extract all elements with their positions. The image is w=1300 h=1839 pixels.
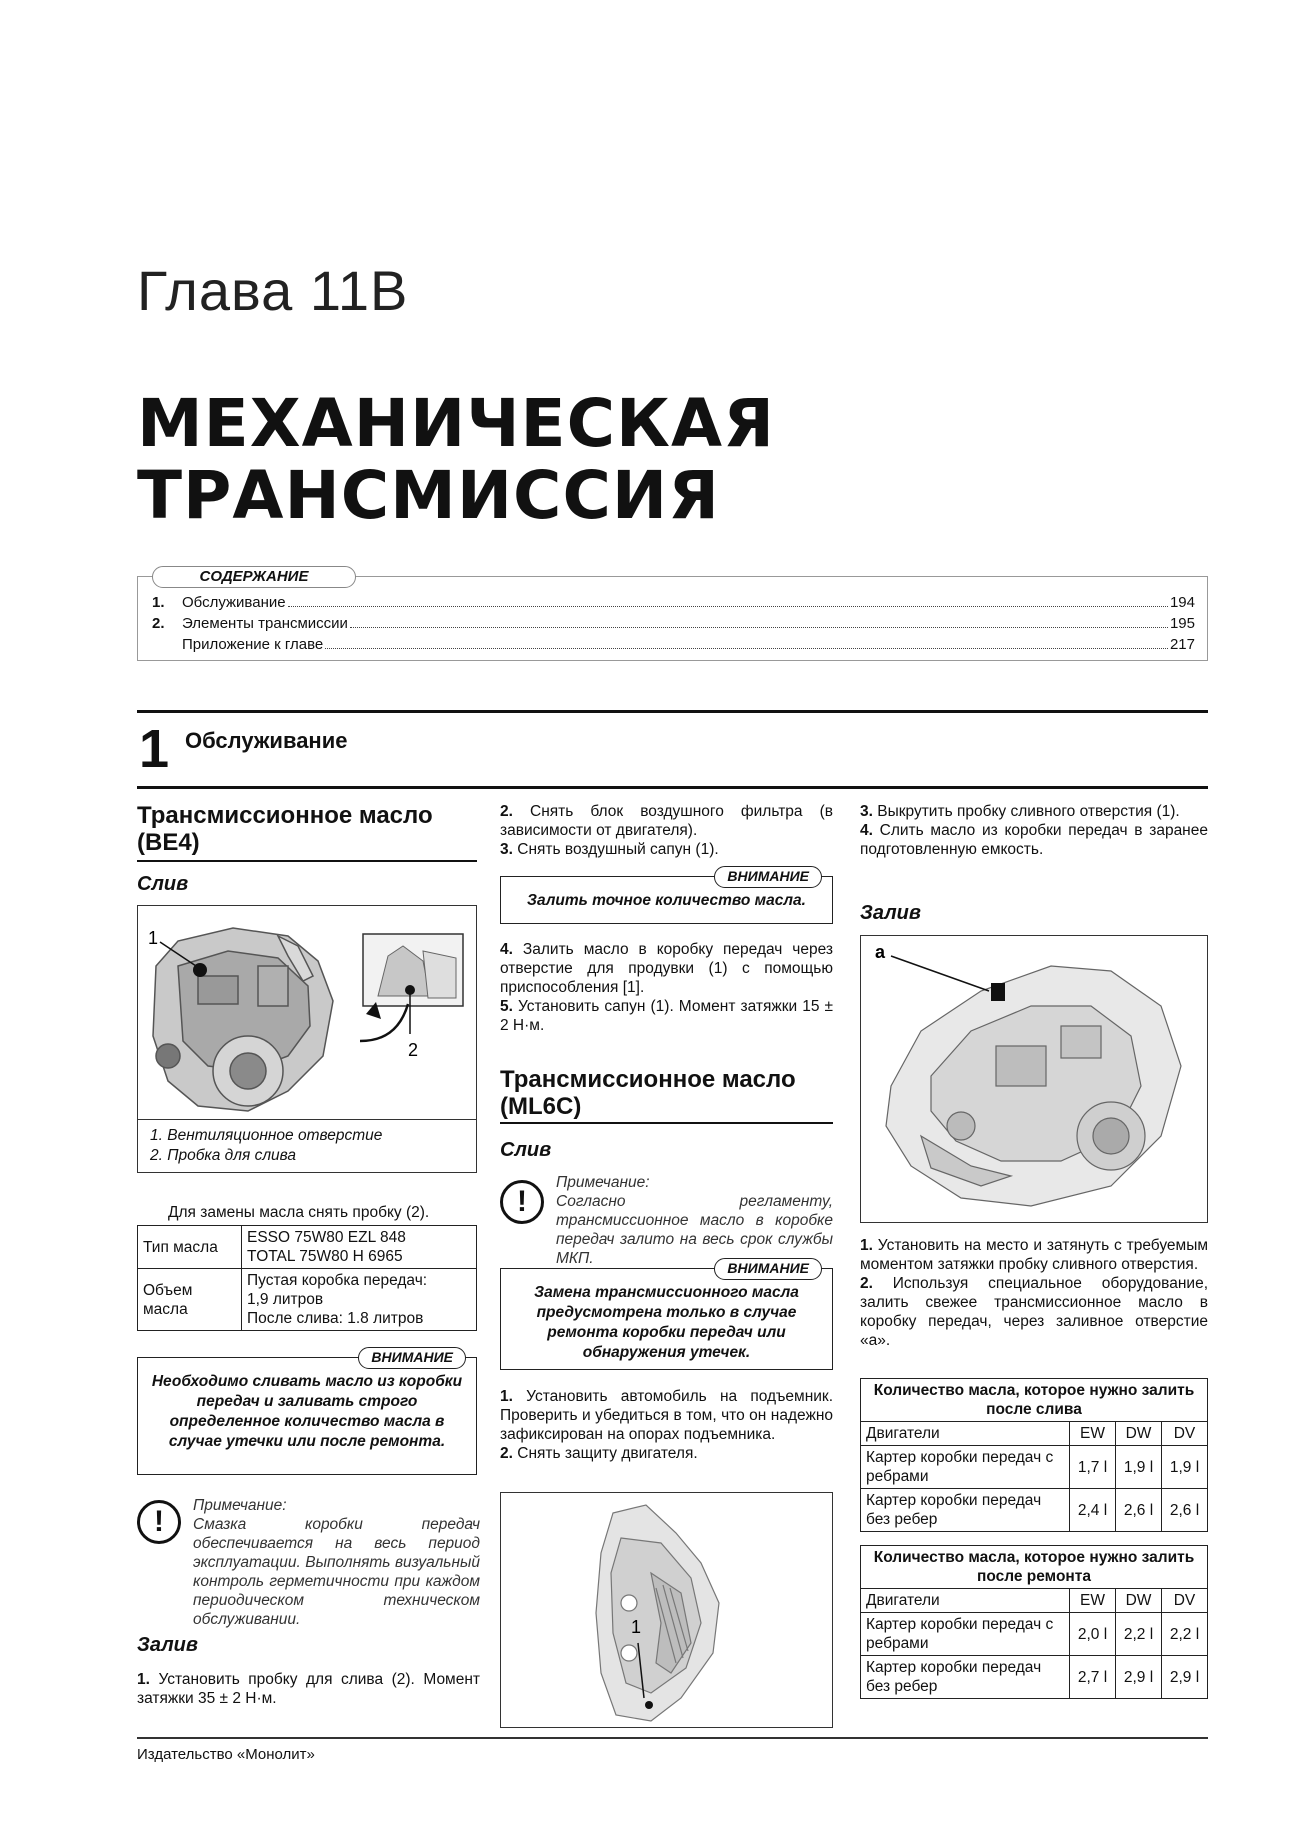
- heading-rule: [500, 1122, 833, 1124]
- oil-quantity-table-after-drain: [860, 1378, 1208, 1532]
- heading-line: (BE4): [137, 829, 200, 856]
- section-rule-top: [137, 710, 1208, 713]
- column-header: Двигатели: [861, 1589, 1070, 1613]
- oil-quantity-table-after-repair: [860, 1545, 1208, 1699]
- page-title: [137, 385, 775, 534]
- gearbox-illustration: [138, 906, 477, 1116]
- note-text: Согласно регламенту, трансмиссионное масло в коробке передач залито на весь срок службы МКП.: [556, 1193, 833, 1267]
- cell-line: 1,9 литров: [247, 1291, 324, 1308]
- column-header: DW: [1116, 1589, 1162, 1613]
- table-cell: 1,9 l: [1116, 1446, 1162, 1489]
- column-header: DW: [1116, 1422, 1162, 1446]
- step-text: Залить масло в коробку передач через отверстие для продувки (1) с помощью приспособления [1].: [500, 941, 833, 996]
- attention-box: [137, 1349, 477, 1475]
- step-text: Установить пробку для слива (2). Момент затяжки 35 ± 2 Н·м.: [137, 1671, 480, 1707]
- table-row: [861, 1489, 1208, 1532]
- table-cell: 2,2 l: [1116, 1613, 1162, 1656]
- toc-item-page: 217: [1169, 636, 1195, 653]
- step-text: Снять воздушный сапун (1).: [517, 841, 719, 858]
- step-number: 2.: [500, 803, 513, 820]
- table-cell: Картер коробки передач с ребрами: [861, 1613, 1070, 1656]
- table-row: [861, 1446, 1208, 1489]
- caption-line: 1. Вентиляционное отверстие: [150, 1127, 383, 1144]
- step-text: Установить на место и затянуть с требуемым моментом затяжки пробку сливного отверстия.: [860, 1237, 1208, 1273]
- table-cell: 2,9 l: [1116, 1656, 1162, 1699]
- step-number: 4.: [500, 941, 513, 958]
- table-cell: 2,2 l: [1162, 1613, 1208, 1656]
- table-cell: 2,6 l: [1162, 1489, 1208, 1532]
- col1-drain-heading: Слив: [137, 873, 189, 895]
- paragraph: [137, 1670, 480, 1708]
- cell-line: TOTAL 75W80 H 6965: [247, 1248, 403, 1265]
- step-text: Слить масло из коробки передач в заранее подготовленную емкость.: [860, 822, 1208, 858]
- attention-label: ВНИМАНИЕ: [358, 1347, 466, 1369]
- caption-line: 2. Пробка для слива: [150, 1147, 297, 1164]
- toc-item[interactable]: [152, 634, 1195, 655]
- col2-drain-heading: Слив: [500, 1139, 552, 1161]
- drain-plug-marker: [645, 1701, 653, 1709]
- toc-item-label: Обслуживание: [182, 594, 286, 611]
- step-number: 2.: [860, 1275, 873, 1292]
- table-title: Количество масла, которое нужно залить после ремонта: [861, 1546, 1208, 1589]
- table-cell: 1,9 l: [1162, 1446, 1208, 1489]
- section-title: Обслуживание: [185, 728, 348, 753]
- cell-line: Пустая коробка передач:: [247, 1272, 428, 1289]
- toc-item-label: Элементы трансмиссии: [182, 615, 348, 632]
- note-label: Примечание:: [556, 1174, 650, 1191]
- col1-heading: [137, 802, 477, 856]
- table-header-row: [861, 1589, 1208, 1613]
- table-title: Количество масла, которое нужно залить после слива: [861, 1379, 1208, 1422]
- toc-leader: [288, 592, 1168, 607]
- attention-text: Залить точное количество масла.: [527, 892, 806, 909]
- col2-heading: [500, 1066, 833, 1120]
- note-block: [556, 1173, 833, 1268]
- attention-label: ВНИМАНИЕ: [714, 866, 822, 888]
- fill-plug-marker: [991, 983, 1005, 1001]
- title-line: ТРАНСМИССИЯ: [137, 457, 720, 534]
- toc-item-page: 194: [1169, 594, 1195, 611]
- table-row: [861, 1656, 1208, 1699]
- heading-rule: [137, 860, 477, 862]
- table-cell: [242, 1226, 477, 1269]
- table-cell: 2,0 l: [1070, 1613, 1116, 1656]
- toc-item-number: 1.: [152, 594, 165, 611]
- gearbox-illustration: [501, 1493, 833, 1728]
- table-cell: [242, 1269, 477, 1331]
- column-header: EW: [1070, 1589, 1116, 1613]
- table-cell: 2,9 l: [1162, 1656, 1208, 1699]
- replace-text: Для замены масла снять пробку (2).: [168, 1204, 430, 1221]
- figure-gearbox-ml6c: [500, 1492, 833, 1728]
- attention-box: [500, 868, 833, 924]
- step-number: 1.: [500, 1388, 513, 1405]
- paragraph: [500, 940, 833, 1035]
- table-row: [861, 1546, 1208, 1589]
- section-rule-bottom: [137, 786, 1208, 789]
- toc-item-number: 2.: [152, 615, 165, 632]
- table-cell: Тип масла: [138, 1226, 242, 1269]
- table-header-row: [861, 1422, 1208, 1446]
- callout-a: а: [875, 942, 886, 962]
- toc-item-label: Приложение к главе: [182, 636, 324, 653]
- table-cell: 2,4 l: [1070, 1489, 1116, 1532]
- column-header: DV: [1162, 1589, 1208, 1613]
- drain-plug-marker: [405, 985, 415, 995]
- callout-1: 1: [631, 1617, 642, 1637]
- table-cell: Объем масла: [138, 1269, 242, 1331]
- table-row: [138, 1269, 477, 1331]
- figure-caption: [138, 1119, 476, 1172]
- table-of-contents: [137, 568, 1208, 661]
- paragraph: [860, 802, 1208, 859]
- section-number: 1: [139, 719, 170, 779]
- col1-fill-heading: Залив: [137, 1634, 198, 1656]
- col3-fill-heading: Залив: [860, 902, 921, 924]
- oil-spec-table: [137, 1225, 477, 1331]
- callout-1: 1: [148, 928, 159, 948]
- exclamation-icon: !: [137, 1500, 181, 1544]
- callout-2: 2: [408, 1040, 419, 1060]
- step-number: 3.: [860, 803, 873, 820]
- table-cell: Картер коробки передач без ребер: [861, 1489, 1070, 1532]
- cell-line: ESSO 75W80 EZL 848: [247, 1229, 406, 1246]
- table-row: [138, 1226, 477, 1269]
- toc-heading: СОДЕРЖАНИЕ: [152, 566, 356, 588]
- step-number: 4.: [860, 822, 873, 839]
- attention-text: Необходимо сливать масло из коробки передач и заливать строго определенное количество масла в случае утечки или после ремонта.: [151, 1373, 463, 1450]
- column-header: DV: [1162, 1422, 1208, 1446]
- toc-leader: [350, 613, 1168, 628]
- note-text: Смазка коробки передач обеспечивается на весь период эксплуатации. Выполнять визуальный контроль герметичности при каждом периодическом техническом обслуживании.: [193, 1516, 480, 1628]
- gearbox-illustration: [861, 936, 1208, 1223]
- step-text: Установить сапун (1). Момент затяжки 15 ± 2 Н·м.: [500, 998, 833, 1034]
- exclamation-icon: !: [500, 1180, 544, 1224]
- attention-text: Замена трансмиссионного масла предусмотрена только в случае ремонта коробки передач или обнаружения утечек.: [534, 1284, 799, 1361]
- attention-box: [500, 1260, 833, 1370]
- note-block: [193, 1496, 480, 1629]
- step-number: 5.: [500, 998, 513, 1015]
- paragraph: [500, 1387, 833, 1463]
- heading-line: Трансмиссионное масло: [500, 1066, 796, 1093]
- toc-item[interactable]: [152, 592, 1195, 613]
- cell-line: После слива: 1.8 литров: [247, 1310, 424, 1327]
- toc-item[interactable]: [152, 613, 1195, 634]
- note-label: Примечание:: [193, 1497, 287, 1514]
- paragraph: [860, 1236, 1208, 1350]
- step-text: Выкрутить пробку сливного отверстия (1).: [877, 803, 1180, 820]
- table-cell: Картер коробки передач с ребрами: [861, 1446, 1070, 1489]
- heading-line: Трансмиссионное масло: [137, 802, 433, 829]
- table-row: [861, 1379, 1208, 1422]
- step-number: 2.: [500, 1445, 513, 1462]
- toc-leader: [325, 634, 1168, 649]
- step-text: Снять защиту двигателя.: [517, 1445, 698, 1462]
- table-cell: 1,7 l: [1070, 1446, 1116, 1489]
- step-number: 1.: [137, 1671, 150, 1688]
- paragraph: [500, 802, 833, 859]
- title-line: МЕХАНИЧЕСКАЯ: [137, 385, 775, 462]
- step-text: Используя специальное оборудование, залить свежее трансмиссионное масло в коробку передач, через заливное отверстие «а».: [860, 1275, 1208, 1349]
- chapter-label: Глава 11В: [137, 259, 409, 322]
- publisher-footer: Издательство «Монолит»: [137, 1746, 315, 1763]
- column-header: EW: [1070, 1422, 1116, 1446]
- step-number: 1.: [860, 1237, 873, 1254]
- table-cell: 2,7 l: [1070, 1656, 1116, 1699]
- heading-line: (ML6C): [500, 1093, 582, 1120]
- step-number: 3.: [500, 841, 513, 858]
- toc-item-page: 195: [1169, 615, 1195, 632]
- step-text: Установить автомобиль на подъемник. Проверить и убедиться в том, что он надежно зафиксирован на опорах подъемника.: [500, 1388, 834, 1443]
- figure-gearbox-fill: [860, 935, 1208, 1223]
- toc-item-number: [152, 634, 182, 655]
- table-cell: Картер коробки передач без ребер: [861, 1656, 1070, 1699]
- table-cell: 2,6 l: [1116, 1489, 1162, 1532]
- footer-rule: [137, 1737, 1208, 1739]
- attention-label: ВНИМАНИЕ: [714, 1258, 822, 1280]
- figure-gearbox-be4: [137, 905, 477, 1173]
- step-text: Снять блок воздушного фильтра (в зависимости от двигателя).: [500, 803, 833, 839]
- column-header: Двигатели: [861, 1422, 1070, 1446]
- table-row: [861, 1613, 1208, 1656]
